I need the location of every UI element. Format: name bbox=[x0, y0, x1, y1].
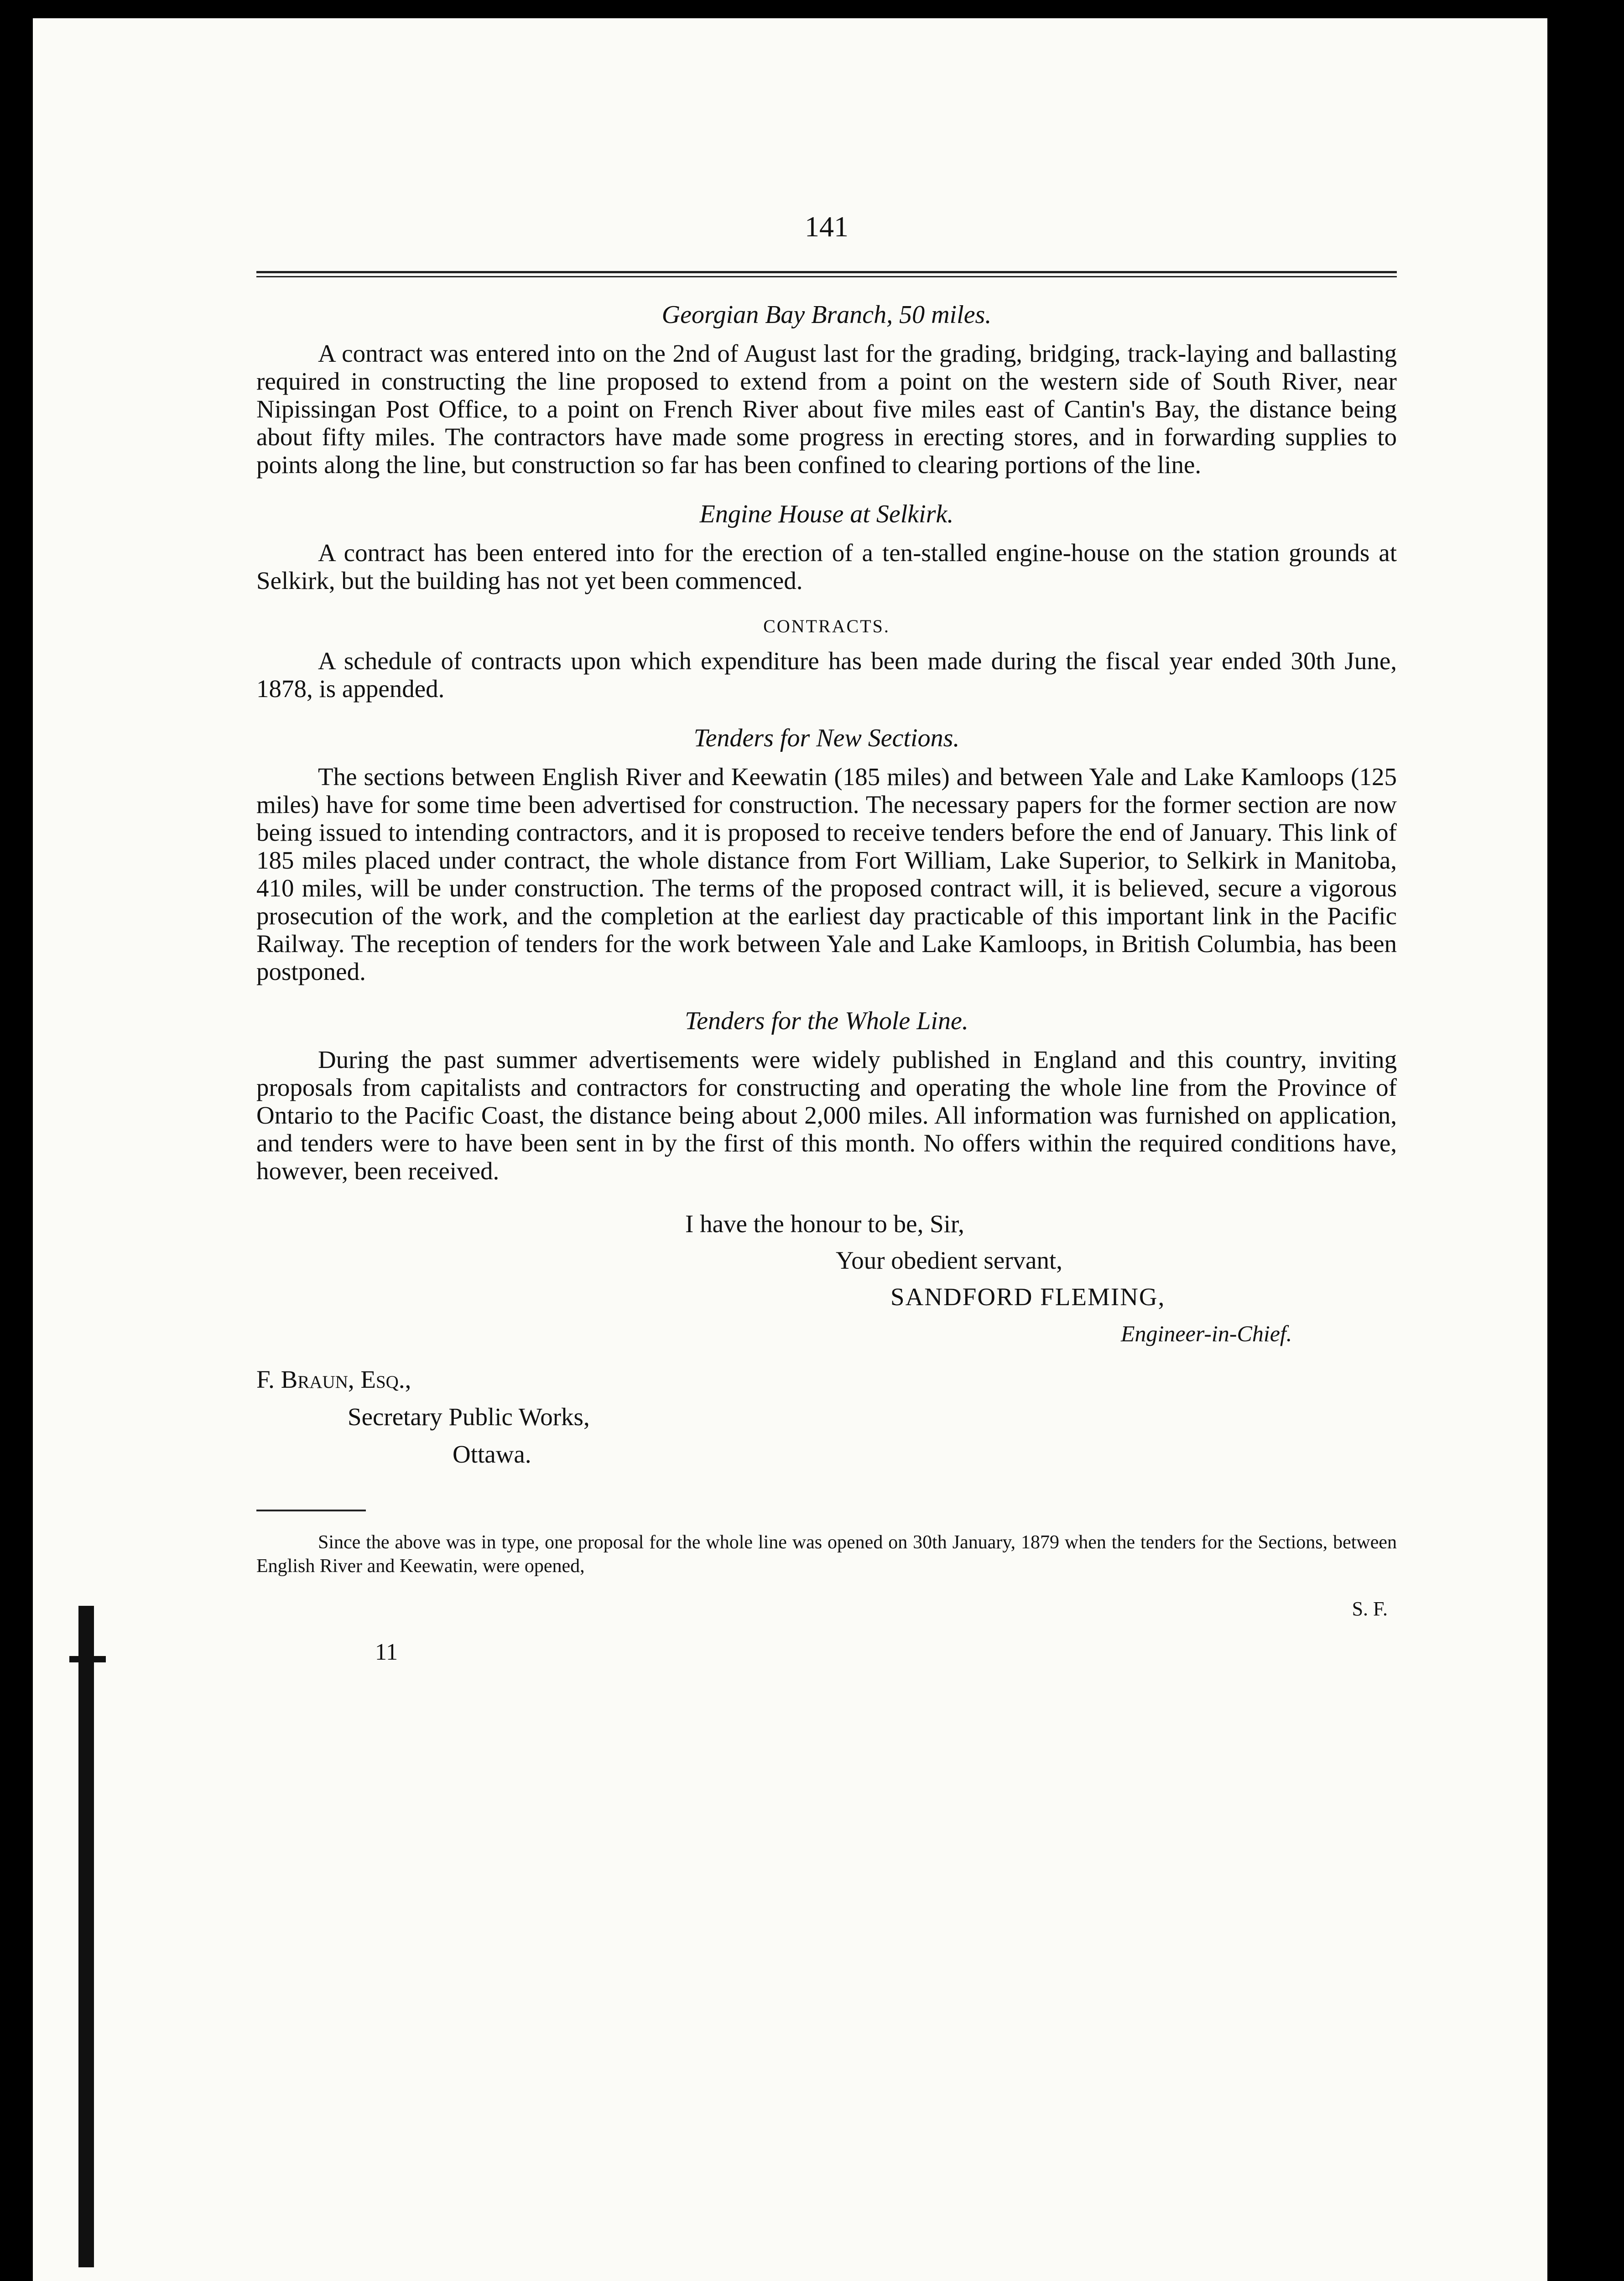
signatory-title: Engineer-in-Chief. bbox=[1121, 1321, 1292, 1346]
closing-servant: Your obedient servant, bbox=[836, 1246, 1062, 1274]
header-rule-thin bbox=[256, 276, 1397, 277]
page-number: 141 bbox=[805, 210, 848, 243]
section-heading-whole-line: Tenders for the Whole Line. bbox=[685, 1007, 968, 1035]
section-heading-georgian-bay: Georgian Bay Branch, 50 miles. bbox=[661, 301, 992, 329]
section-heading-engine-house: Engine House at Selkirk. bbox=[699, 500, 954, 528]
document-page bbox=[33, 18, 1547, 2281]
printer-signature-mark: 11 bbox=[375, 1639, 398, 1665]
binding-edge bbox=[78, 1606, 94, 2267]
section-text-contracts: A schedule of contracts upon which expenditure has been made during the fiscal year ended 30th June, 1878, is appended. bbox=[256, 647, 1397, 703]
section-text-whole-line: During the past summer advertisements were widely published in England and this country, inviting proposals from capitalists and contractors for constructing and operating the whole line from the Province of Ontario to the Pacific Coast, the distance being about 2,000 miles. All information was furnished on application, and tenders were to have been sent in by the first of this month. No offers within the required conditions have, however, been received. bbox=[256, 1046, 1397, 1185]
addressee-place: Ottawa. bbox=[453, 1440, 531, 1468]
footnote-initials: S. F. bbox=[1352, 1598, 1388, 1620]
binding-mark bbox=[69, 1656, 106, 1662]
footnote-text: Since the above was in type, one proposal for the whole line was opened on 30th January, 1879 when the tenders for the Sections, between English River and Keewatin, were opened, bbox=[256, 1532, 1397, 1577]
signatory-name: SANDFORD FLEMING, bbox=[890, 1283, 1166, 1311]
addressee-name: F. Braun, Esq., bbox=[256, 1365, 411, 1393]
addressee-block bbox=[256, 1361, 1397, 1473]
header-rule bbox=[256, 271, 1397, 273]
section-text-engine-house: A contract has been entered into for the erection of a ten-stalled engine-house on the station grounds at Selkirk, but the building has not yet been commenced. bbox=[256, 539, 1397, 594]
closing-salutation: I have the honour to be, Sir, bbox=[685, 1210, 964, 1238]
section-heading-contracts: CONTRACTS. bbox=[763, 616, 890, 636]
section-heading-new-sections: Tenders for New Sections. bbox=[693, 724, 960, 752]
section-text-georgian-bay: A contract was entered into on the 2nd of August last for the grading, bridging, track-laying and ballasting required in constructing the line proposed to extend from a point on the western side of South River, near Nipissingan Post Office, to a point on French River about five miles east of Cantin's Bay, the distance being about fifty miles. The contractors have made some progress in erecting stores, and in forwarding supplies to points along the line, but construction so far has been confined to clearing portions of the line. bbox=[256, 339, 1397, 479]
section-text-new-sections: The sections between English River and Keewatin (185 miles) and between Yale and Lake Kamloops (125 miles) have for some time been advertised for construction. The necessary papers for the former section are now being issued to intending contractors, and it is proposed to receive tenders before the end of January. This link of 185 miles placed under contract, the whole distance from Fort William, Lake Superior, to Selkirk in Manitoba, 410 miles, will be under construction. The terms of the proposed contract will, it is believed, secure a vigorous prosecution of the work, and the completion at the earliest day practicable of this important link in the Pacific Railway. The reception of tenders for the work between Yale and Lake Kamloops, in British Columbia, has been postponed. bbox=[256, 763, 1397, 985]
letter-closing bbox=[256, 1206, 1397, 1352]
addressee-position: Secretary Public Works, bbox=[348, 1403, 590, 1431]
footnote-rule bbox=[256, 1510, 366, 1511]
page-content bbox=[256, 210, 1397, 1666]
